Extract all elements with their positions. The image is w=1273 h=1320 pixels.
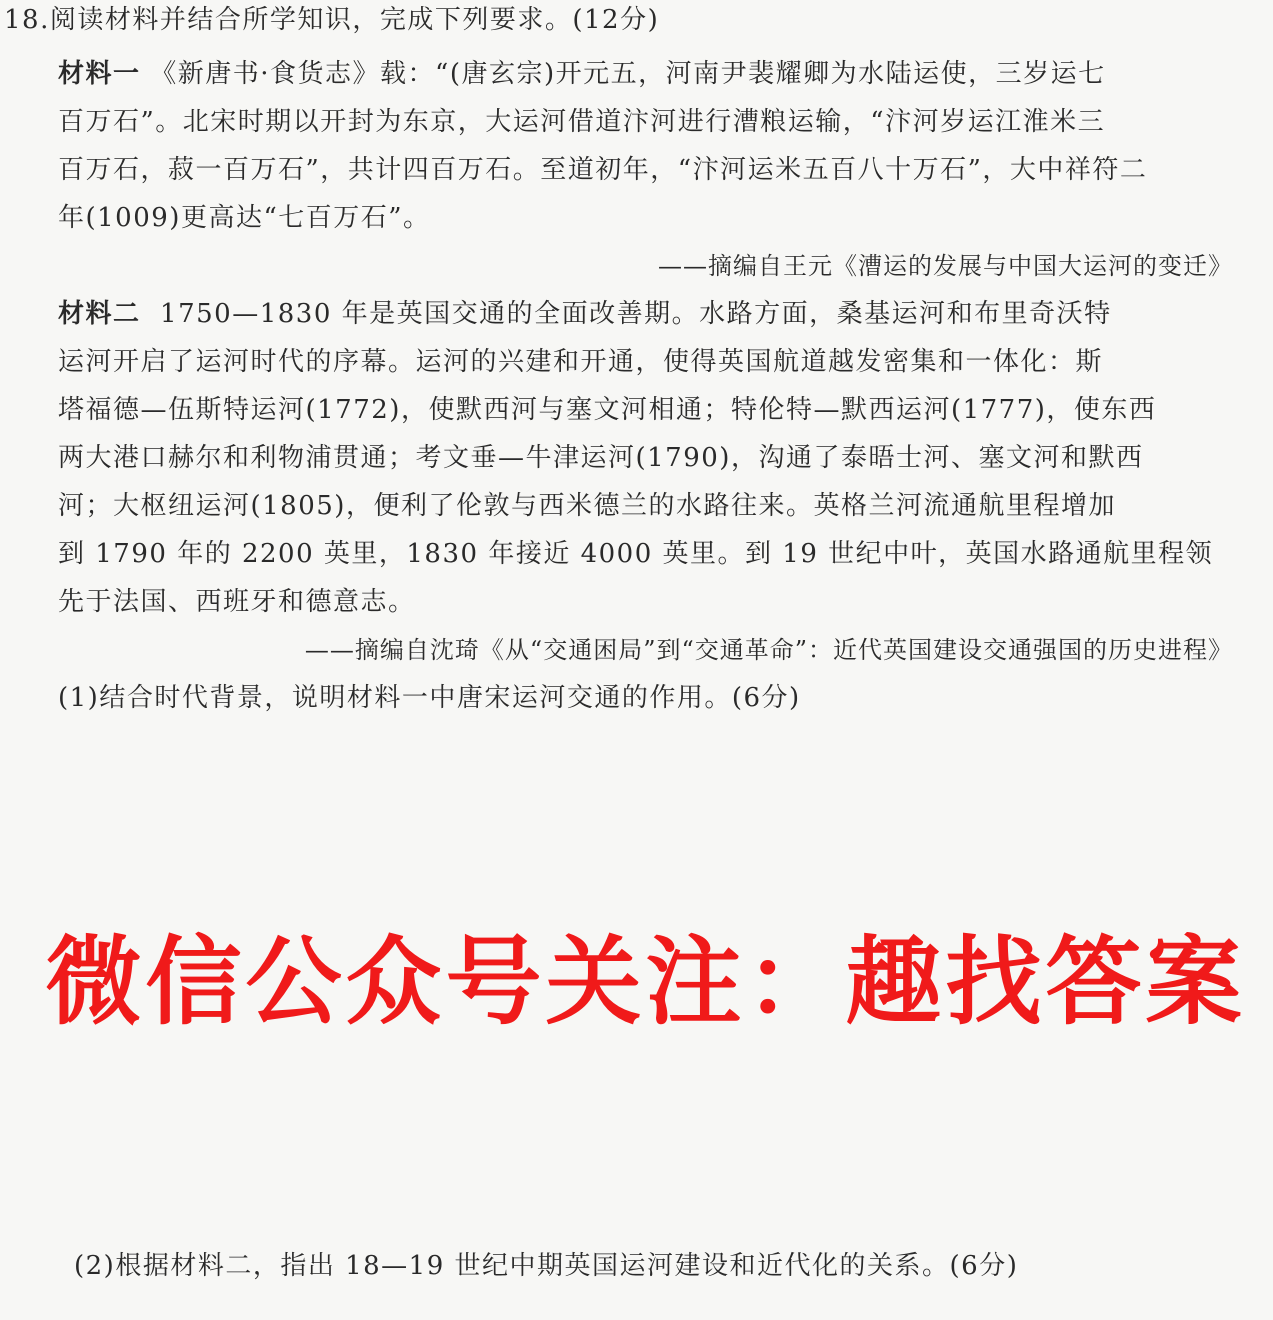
material-2-line: 两大港口赫尔和利物浦贯通；考文垂—牛津运河(1790)，沟通了泰晤士河、塞文河和默西: [58, 443, 1144, 473]
watermark: 微信公众号关注：趣找答案: [45, 926, 1246, 1038]
material-2-line: 到 1790 年的 2200 英里，1830 年接近 4000 英里。到 19 世纪中叶，英国水路通航里程领: [58, 539, 1214, 569]
material-1: [58, 50, 1233, 290]
material-2-line: 运河开启了运河时代的序幕。运河的兴建和开通，使得英国航道越发密集和一体化：斯: [58, 347, 1104, 377]
answer-area-1: [45, 722, 1246, 1242]
material-1-line: [58, 50, 1233, 98]
material-1-text: 《新唐书·食货志》载：“(唐玄宗)开元五，河南尹裴耀卿为水陆运使，三岁运七: [150, 59, 1106, 89]
material-1-label: 材料一: [58, 59, 141, 89]
material-1-line: 年(1009)更高达“七百万石”。: [58, 203, 431, 233]
material-2-label: 材料二: [58, 299, 141, 329]
material-2-line: 河；大枢纽运河(1805)，便利了伦敦与西米德兰的水路往来。英格兰河流通航里程增加: [58, 491, 1116, 521]
material-1-source: ——摘编自王元《漕运的发展与中国大运河的变迁》: [658, 252, 1233, 280]
material-2-source: ——摘编自沈琦《从“交通困局”到“交通革命”：近代英国建设交通强国的历史进程》: [304, 636, 1233, 664]
material-1-line: 百万石”。北宋时期以开封为东京，大运河借道汴河进行漕粮运输，“汴河岁运江淮米三: [58, 107, 1106, 137]
material-2-line: 先于法国、西班牙和德意志。: [58, 587, 416, 617]
material-2: [58, 290, 1233, 674]
material-1-line: 百万石，菽一百万石”，共计四百万石。至道初年，“汴河运米五百八十万石”，大中祥符二: [58, 155, 1148, 185]
material-2-text: 1750—1830 年是英国交通的全面改善期。水路方面，桑基运河和布里奇沃特: [160, 299, 1112, 329]
sub-question-2: (2)根据材料二，指出 18—19 世纪中期英国运河建设和近代化的关系。(6分): [74, 1251, 1019, 1281]
sub-question-1: (1)结合时代背景，说明材料一中唐宋运河交通的作用。(6分): [58, 683, 801, 713]
material-2-line: [58, 290, 1233, 338]
question-header: 18.阅读材料并结合所学知识，完成下列要求。(12分): [4, 5, 660, 35]
material-2-line: 塔福德—伍斯特运河(1772)，使默西河与塞文河相通；特伦特—默西运河(1777)，使东西: [58, 395, 1157, 425]
